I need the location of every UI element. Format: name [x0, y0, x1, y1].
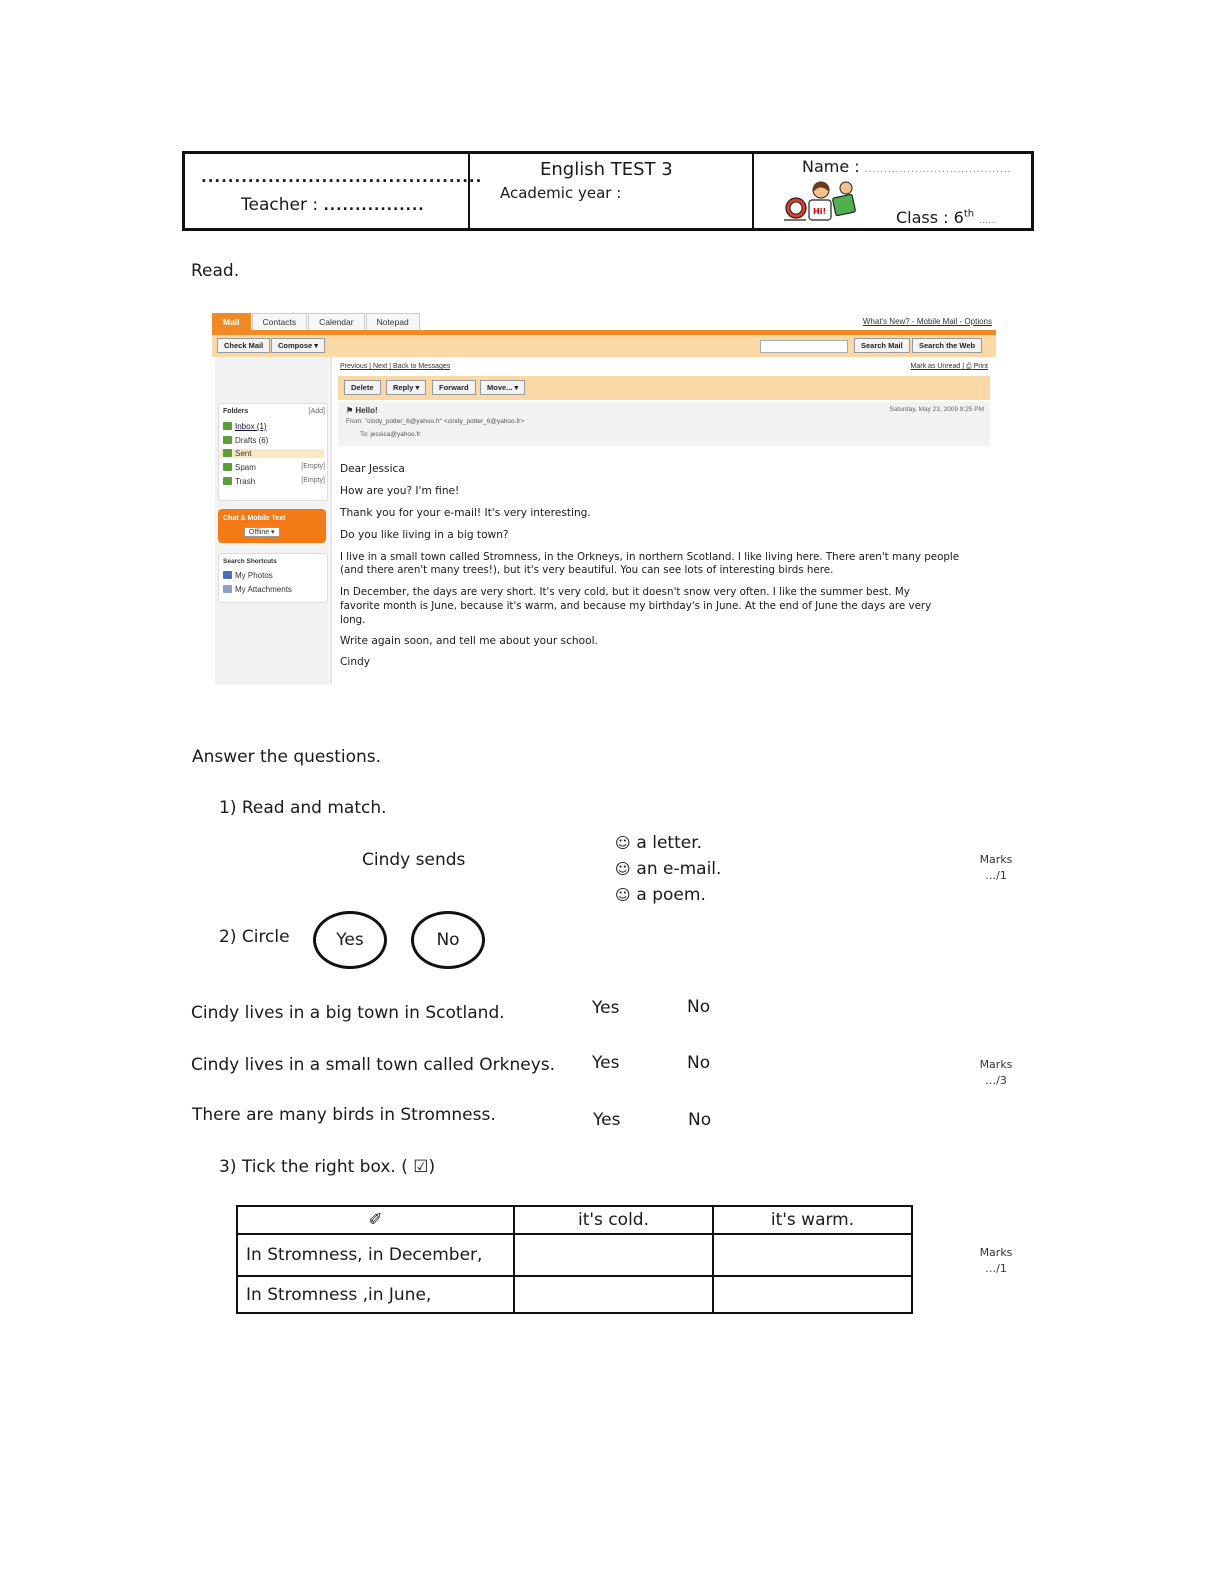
- forward-button[interactable]: Forward: [432, 380, 476, 395]
- column-divider: [330, 357, 332, 685]
- email-screenshot: [212, 313, 996, 685]
- q2-marks: Marks …/3: [968, 1057, 1024, 1089]
- body-line: (and there aren't many trees!), but it's very beautiful. You can see lots of interesting birds here.: [340, 564, 834, 576]
- shortcuts-title: Search Shortcuts: [223, 558, 277, 565]
- trash-empty-link[interactable]: [Empty]: [301, 477, 325, 484]
- body-line: Thank you for your e-mail! It's very interesting.: [340, 507, 591, 519]
- trash-icon: [223, 477, 232, 485]
- search-mail-button[interactable]: Search Mail: [854, 338, 910, 353]
- tick-box-warm-june[interactable]: [713, 1276, 912, 1313]
- body-line: Do you like living in a big town?: [340, 529, 509, 541]
- row-label: In Stromness, in December,: [237, 1234, 514, 1276]
- chat-status-select[interactable]: Offline ▾: [244, 527, 280, 537]
- yes-oval-example: Yes: [313, 911, 387, 969]
- q2-statement: There are many birds in Stromness.: [192, 1105, 496, 1125]
- photo-icon: [223, 571, 232, 579]
- name-blank[interactable]: ......................................: [864, 165, 1012, 175]
- student-cell: [754, 154, 1031, 228]
- class-blank[interactable]: ......: [979, 216, 997, 226]
- attachment-icon: [223, 585, 232, 593]
- compose-button[interactable]: Compose ▾: [271, 338, 325, 353]
- move-button[interactable]: Move... ▾: [480, 380, 525, 395]
- col-header-warm: it's warm.: [713, 1206, 912, 1234]
- corner-cell: [237, 1206, 514, 1234]
- folder-drafts[interactable]: Drafts (6): [223, 436, 268, 445]
- academic-year-label: Academic year :: [500, 184, 622, 202]
- body-line: long.: [340, 614, 366, 626]
- message-subject: ⚑ Hello!: [346, 406, 378, 415]
- q2-statement: Cindy lives in a big town in Scotland.: [191, 1003, 505, 1023]
- chat-title: Chat & Mobile Text: [223, 515, 286, 522]
- search-shortcuts-panel: [218, 553, 328, 603]
- delete-button[interactable]: Delete: [344, 380, 381, 395]
- smiley-icon: ☺: [615, 860, 631, 878]
- reply-button[interactable]: Reply ▾: [386, 380, 426, 395]
- shortcut-my-attachments[interactable]: My Attachments: [223, 585, 292, 594]
- chat-panel: [218, 509, 326, 543]
- body-line: Dear Jessica: [340, 463, 405, 475]
- q1-option[interactable]: ☺ a poem.: [615, 885, 706, 905]
- tick-box-warm-december[interactable]: [713, 1234, 912, 1276]
- body-line: How are you? I'm fine!: [340, 485, 460, 497]
- q3-marks-value[interactable]: …/1: [985, 1262, 1007, 1275]
- pencil-icon: ✐: [368, 1210, 383, 1230]
- q2-statement: Cindy lives in a small town called Orkneys.: [191, 1055, 556, 1075]
- message-nav[interactable]: Previous | Next | Back to Messages: [340, 363, 451, 370]
- folders-add[interactable]: [Add]: [308, 408, 325, 415]
- message-to: To: jessica@yahoo.fr: [360, 431, 421, 438]
- q3-marks: Marks …/1: [968, 1245, 1024, 1277]
- no-oval-example: No: [411, 911, 485, 969]
- shortcut-my-photos[interactable]: My Photos: [223, 571, 273, 580]
- header-box: [182, 151, 1034, 231]
- folder-spam[interactable]: Spam: [223, 463, 256, 472]
- action-toolbar: [338, 376, 990, 400]
- answer-title: Answer the questions.: [192, 747, 382, 767]
- print-icon: ⎙: [966, 363, 972, 370]
- tab-notepad[interactable]: Notepad: [366, 313, 420, 331]
- q2-yes-option[interactable]: Yes: [593, 1110, 621, 1130]
- teacher-label: Teacher : ................: [241, 195, 425, 215]
- q2-title: 2) Circle: [219, 927, 290, 947]
- teacher-blank[interactable]: ................: [323, 198, 425, 214]
- q1-option[interactable]: ☺ a letter.: [615, 833, 703, 853]
- tab-contacts[interactable]: Contacts: [252, 313, 308, 331]
- main-toolbar: [212, 335, 996, 357]
- body-line: In December, the days are very short. It's very cold, but it doesn't snow very often. I like the summer best. My: [340, 586, 910, 598]
- message-from: From: "cindy_potter_6@yahoo.fr" <cindy_potter_6@yahoo.fr>: [346, 418, 525, 425]
- checkbox-ticked-icon: ( ☑): [401, 1157, 436, 1177]
- tick-box-cold-june[interactable]: [514, 1276, 713, 1313]
- q2-yes-option[interactable]: Yes: [592, 1053, 620, 1073]
- message-pane: [334, 357, 994, 685]
- svg-text:Hi!: Hi!: [813, 207, 827, 216]
- folders-panel: [218, 403, 328, 501]
- q2-yes-option[interactable]: Yes: [592, 998, 620, 1018]
- folder-trash[interactable]: Trash: [223, 477, 255, 486]
- sent-icon: [223, 449, 232, 457]
- q2-no-option[interactable]: No: [687, 1053, 711, 1073]
- message-header: [338, 402, 990, 446]
- q3-title: 3) Tick the right box. ( ☑): [219, 1157, 436, 1177]
- q2-no-option[interactable]: No: [687, 997, 711, 1017]
- q1-stem: Cindy sends: [362, 850, 466, 870]
- q2-no-option[interactable]: No: [688, 1110, 712, 1130]
- smiley-icon: ☺: [615, 834, 631, 852]
- read-instruction: Read.: [191, 261, 240, 281]
- tab-calendar[interactable]: Calendar: [308, 313, 365, 331]
- search-web-button[interactable]: Search the Web: [912, 338, 982, 353]
- q1-marks: Marks …/1: [968, 852, 1024, 884]
- spam-empty-link[interactable]: [Empty]: [301, 463, 325, 470]
- name-label: Name : ......................................: [802, 157, 1012, 176]
- body-line: I live in a small town called Stromness, in the Orkneys, in northern Scotland. I like living here. There aren't many people: [340, 551, 960, 563]
- row-label: In Stromness ,in June,: [237, 1276, 514, 1313]
- tab-mail[interactable]: Mail: [212, 313, 251, 331]
- tick-table: [236, 1205, 913, 1314]
- spam-icon: [223, 463, 232, 471]
- body-line: Write again soon, and tell me about your school.: [340, 635, 598, 647]
- teacher-cell: [185, 154, 483, 228]
- kids-clipart-icon: [776, 178, 862, 228]
- tick-box-cold-december[interactable]: [514, 1234, 713, 1276]
- flag-icon: ⚑: [346, 406, 354, 415]
- mail-tabs: [212, 313, 421, 331]
- folders-title: Folders: [223, 408, 249, 415]
- student-name-blank[interactable]: ..........................................: [201, 168, 483, 186]
- class-label: Class : 6th ......: [896, 208, 997, 227]
- title-cell: [470, 154, 754, 228]
- q1-marks-value[interactable]: …/1: [985, 869, 1007, 882]
- smiley-icon: ☺: [615, 886, 631, 904]
- chevron-down-icon: ▾: [314, 341, 319, 350]
- mark-print-links[interactable]: Mark as Unread | ⎙ Print: [910, 363, 988, 370]
- left-sidebar: [215, 357, 329, 685]
- folder-sent[interactable]: Sent: [220, 449, 324, 458]
- col-header-cold: it's cold.: [514, 1206, 713, 1234]
- folder-inbox[interactable]: Inbox (1): [223, 422, 267, 431]
- q1-option[interactable]: ☺ an e-mail.: [615, 859, 722, 879]
- top-links[interactable]: What's New? - Mobile Mail - Options: [862, 317, 992, 326]
- search-input[interactable]: [760, 340, 848, 353]
- body-line: favorite month is June, because it's warm, and because my birthday's in June. At the end of June the days are very: [340, 600, 932, 612]
- q2-marks-value[interactable]: …/3: [985, 1074, 1007, 1087]
- drafts-icon: [223, 436, 232, 444]
- inbox-icon: [223, 422, 232, 430]
- message-date: Saturday, May 23, 2009 9:25 PM: [889, 406, 984, 413]
- check-mail-button[interactable]: Check Mail: [217, 338, 270, 353]
- body-line: Cindy: [340, 656, 371, 668]
- test-title: English TEST 3: [540, 159, 673, 180]
- q1-title: 1) Read and match.: [219, 798, 387, 818]
